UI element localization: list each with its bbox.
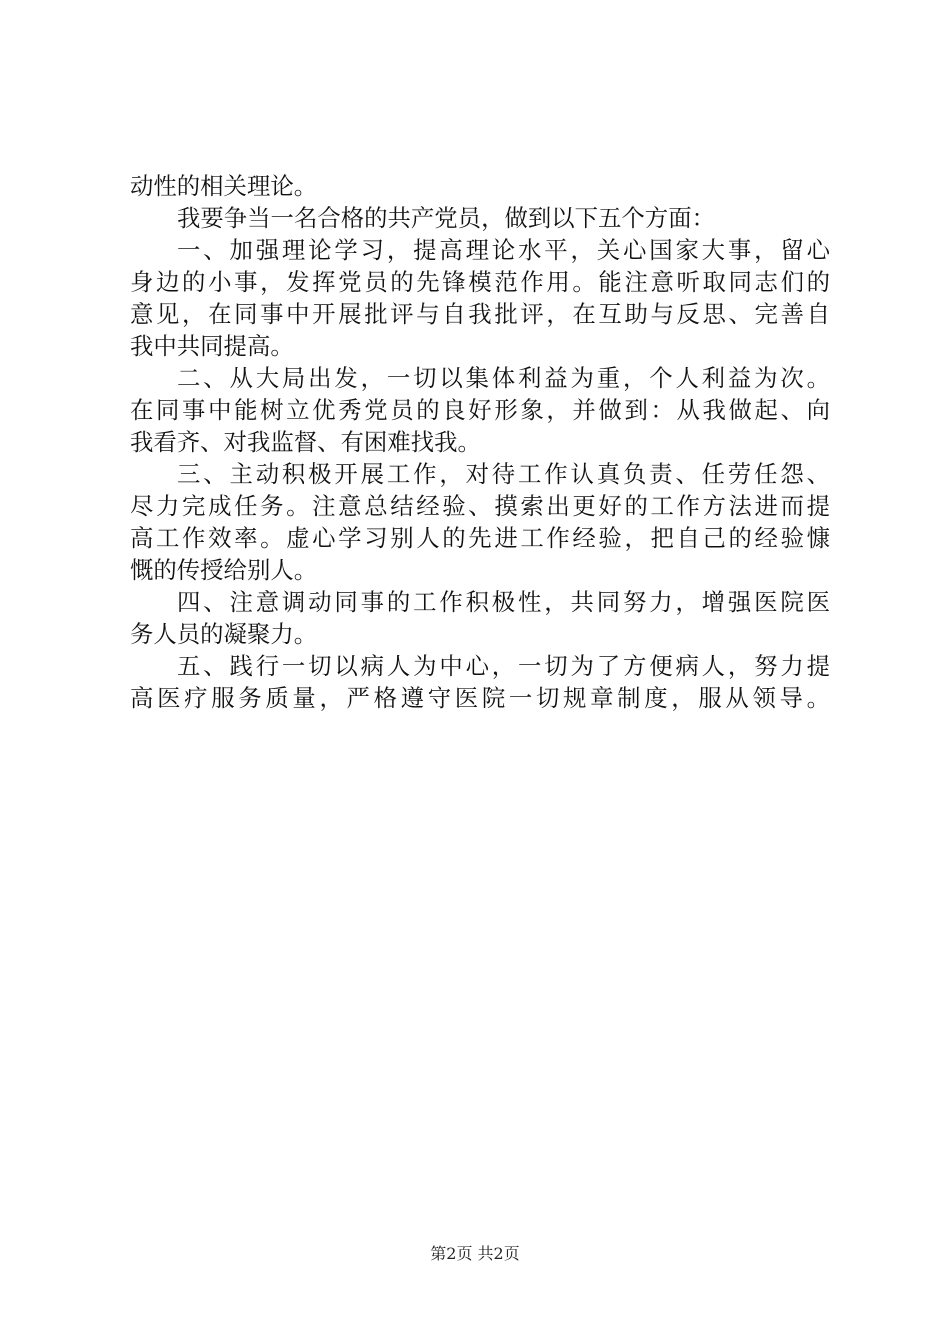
text-line: 务人员的凝聚力。 — [130, 620, 318, 648]
text-line: 动性的相关理论。 — [130, 172, 318, 200]
text-line: 高医疗服务质量，严格遵守医院一切规章制度，服从领导。 — [130, 684, 830, 712]
text-line: 五、践行一切以病人为中心，一切为了方便病人，努力提 — [177, 652, 830, 680]
document-body — [130, 170, 830, 714]
text-line: 我中共同提高。 — [130, 332, 294, 360]
text-line: 三、主动积极开展工作，对待工作认真负责、任劳任怨、 — [177, 460, 830, 488]
text-line: 四、注意调动同事的工作积极性，共同努力，增强医院医 — [177, 588, 830, 616]
text-line: 我看齐、对我监督、有困难找我。 — [130, 428, 481, 456]
text-line: 意见，在同事中开展批评与自我批评，在互助与反思、完善自 — [130, 300, 830, 328]
text-line: 二、从大局出发，一切以集体利益为重，个人利益为次。 — [177, 364, 830, 392]
text-line: 高工作效率。虚心学习别人的先进工作经验，把自己的经验慷 — [130, 524, 830, 552]
text-line: 尽力完成任务。注意总结经验、摸索出更好的工作方法进而提 — [130, 492, 830, 520]
page-number: 第2页 共2页 — [430, 1244, 520, 1263]
text-line: 慨的传授给别人。 — [130, 556, 318, 584]
text-line: 在同事中能树立优秀党员的良好形象，并做到：从我做起、向 — [130, 396, 830, 424]
text-line: 身边的小事，发挥党员的先锋模范作用。能注意听取同志们的 — [130, 268, 830, 296]
text-line: 我要争当一名合格的共产党员，做到以下五个方面： — [177, 204, 715, 232]
text-line: 一、加强理论学习，提高理论水平，关心国家大事，留心 — [177, 236, 830, 264]
page-footer — [0, 1244, 950, 1264]
